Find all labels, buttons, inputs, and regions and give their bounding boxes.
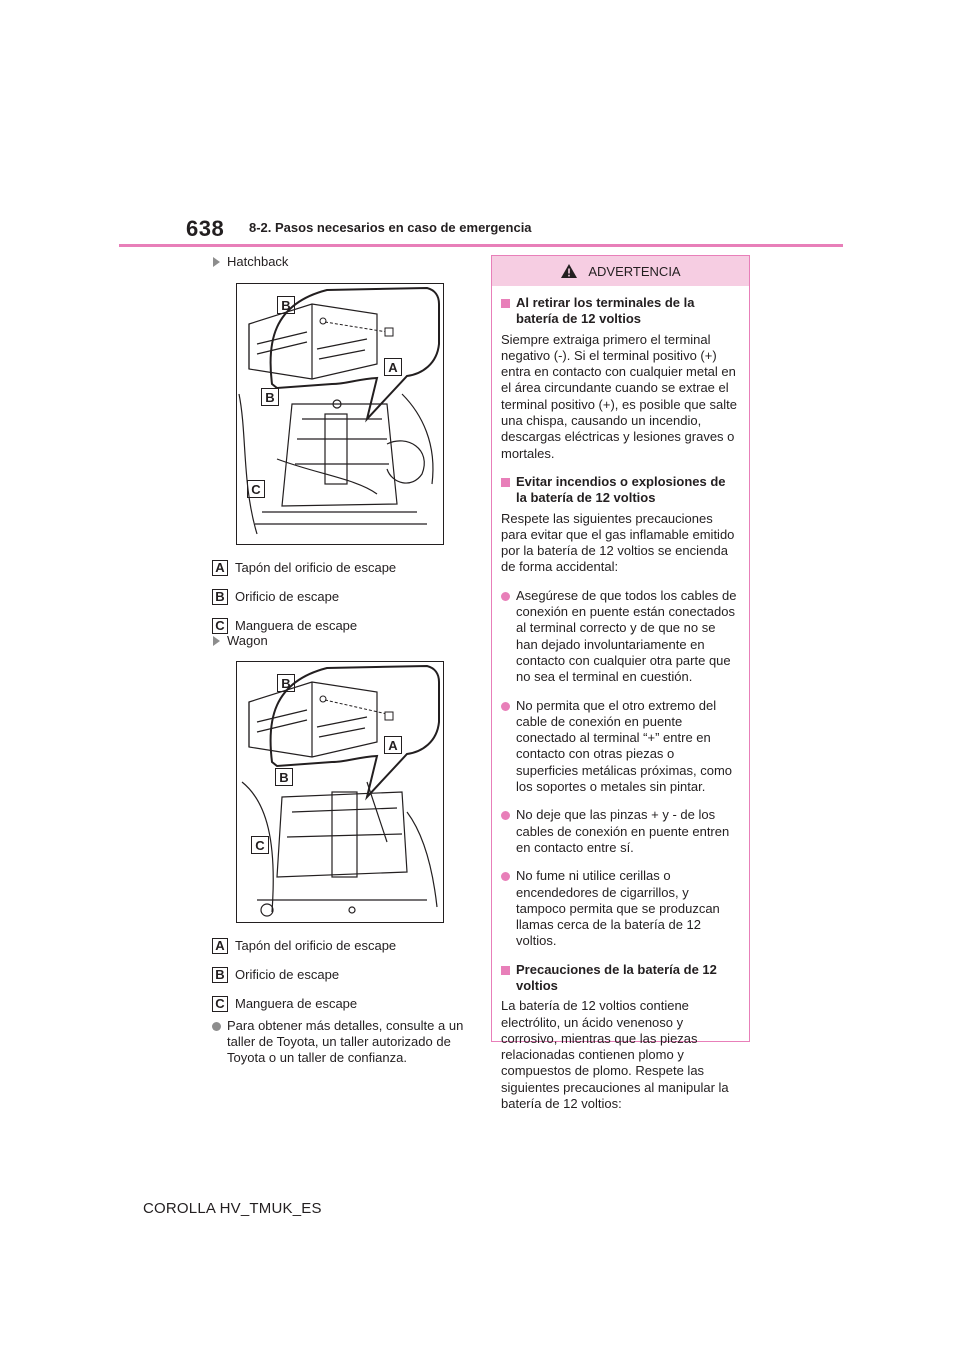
section-square-icon: [501, 478, 510, 487]
warning-heading-text: Precauciones de la batería de 12 voltios: [516, 961, 717, 993]
warning-bullet-text: No fume ni utilice cerillas o encendedores de cigarrillos, y tampoco permita que se produzcan llamas cerca de la batería de 12 voltios.: [516, 868, 720, 949]
bullet-dot-icon: [501, 872, 510, 881]
bullet-dot-icon: [501, 702, 510, 711]
warning-paragraph: Respete las siguientes precauciones para evitar que el gas inflamable emitido por la batería de 12 voltios se encienda de forma accidental:: [501, 510, 735, 575]
callout-b-bottom: B: [275, 768, 293, 786]
bullet-dot-icon: [212, 1022, 221, 1031]
legend-text: Orificio de escape: [235, 589, 340, 604]
callout-b-top: B: [277, 296, 295, 314]
header-rule: [119, 244, 843, 247]
warning-heading: [501, 474, 739, 507]
warning-title: ADVERTENCIA: [588, 263, 681, 279]
legend-letter: A: [212, 560, 228, 576]
section-square-icon: [501, 966, 510, 975]
warning-heading-text: Al retirar los terminales de la batería de 12 voltios: [516, 295, 695, 327]
legend-text: Tapón del orificio de escape: [235, 560, 397, 575]
warning-bullet: [501, 588, 739, 686]
legend-letter: B: [212, 967, 228, 983]
callout-c: C: [251, 836, 269, 854]
warning-paragraph: La batería de 12 voltios contiene electrólito, un ácido venenoso y corrosivo, mientras que las piezas relacionadas contienen plomo y compuestos de plomo. Respete las siguientes precauciones al manipular la batería de 12 voltios:: [501, 998, 729, 1112]
section-square-icon: [501, 299, 510, 308]
wagon-label: Wagon: [227, 633, 268, 648]
warning-body: [492, 286, 749, 1112]
hatchback-figure: [236, 283, 444, 545]
footer-model-code: COROLLA HV_TMUK_ES: [143, 1200, 322, 1217]
wagon-legend: [212, 931, 396, 1018]
legend-item-b: [212, 960, 396, 989]
warning-bullet-text: No permita que el otro extremo del cable de conexión en puente conectado al terminal “+” entre en contacto con otras piezas o superficies metálicas próximas, como los soportes o metales sin pintar.: [516, 697, 733, 795]
warning-triangle-icon: [560, 263, 578, 279]
legend-item-c: [212, 989, 396, 1018]
legend-text: Manguera de escape: [235, 996, 358, 1011]
note-paragraph: [212, 1018, 467, 1066]
legend-letter: C: [212, 996, 228, 1012]
hatchback-heading: [212, 254, 288, 269]
warning-heading-text: Evitar incendios o explosiones de la batería de 12 voltios: [516, 473, 726, 506]
arrow-marker-icon: [213, 636, 220, 646]
callout-c: C: [247, 480, 265, 498]
wagon-heading: [212, 633, 268, 648]
warning-bullet: [501, 868, 739, 949]
wagon-figure: [236, 661, 444, 923]
callout-b-top: B: [277, 674, 295, 692]
wagon-battery-illustration: [237, 662, 443, 922]
legend-letter: A: [212, 938, 228, 954]
hatchback-label: Hatchback: [227, 254, 289, 269]
legend-item-b: [212, 582, 396, 611]
callout-a: A: [384, 358, 402, 376]
bullet-dot-icon: [501, 811, 510, 820]
legend-text: Manguera de escape: [235, 618, 358, 633]
arrow-marker-icon: [213, 257, 220, 267]
legend-text: Orificio de escape: [235, 967, 340, 982]
page-number: 638: [186, 216, 225, 241]
legend-letter: B: [212, 589, 228, 605]
warning-heading: [501, 962, 739, 995]
warning-header: [492, 256, 749, 286]
section-title: 8-2. Pasos necesarios en caso de emergencia: [249, 220, 532, 235]
warning-bullet: [501, 698, 739, 796]
warning-bullet-text: No deje que las pinzas + y - de los cables de conexión en puente entren en contacto entre sí.: [516, 807, 730, 855]
legend-text: Tapón del orificio de escape: [235, 938, 397, 953]
hatchback-battery-illustration: [237, 284, 443, 544]
warning-heading: [501, 295, 739, 328]
warning-paragraph: Siempre extraiga primero el terminal negativo (-). Si el terminal positivo (+) entra en contacto con cualquier metal en el área circundante cuando se extrae el terminal positivo (+), es posible que salte una chispa, causando un incendio, descargas eléctricas y lesiones graves o mortales.: [501, 331, 737, 461]
warning-bullet: [501, 807, 739, 856]
bullet-dot-icon: [501, 592, 510, 601]
legend-letter: C: [212, 618, 228, 634]
callout-a: A: [384, 736, 402, 754]
legend-item-a: [212, 553, 396, 582]
callout-b-bottom: B: [261, 388, 279, 406]
note-text: Para obtener más detalles, consulte a un taller de Toyota, un taller autorizado de Toyota o un taller de confianza.: [227, 1018, 464, 1065]
warning-bullet-text: Asegúrese de que todos los cables de conexión en puente están conectados al terminal correcto y de que no se han dejado involuntariamente en contacto con cualquier otra parte que no sea el terminal en cuestión.: [516, 587, 737, 685]
warning-box: [491, 255, 750, 1112]
legend-item-a: [212, 931, 396, 960]
hatchback-legend: [212, 553, 396, 640]
